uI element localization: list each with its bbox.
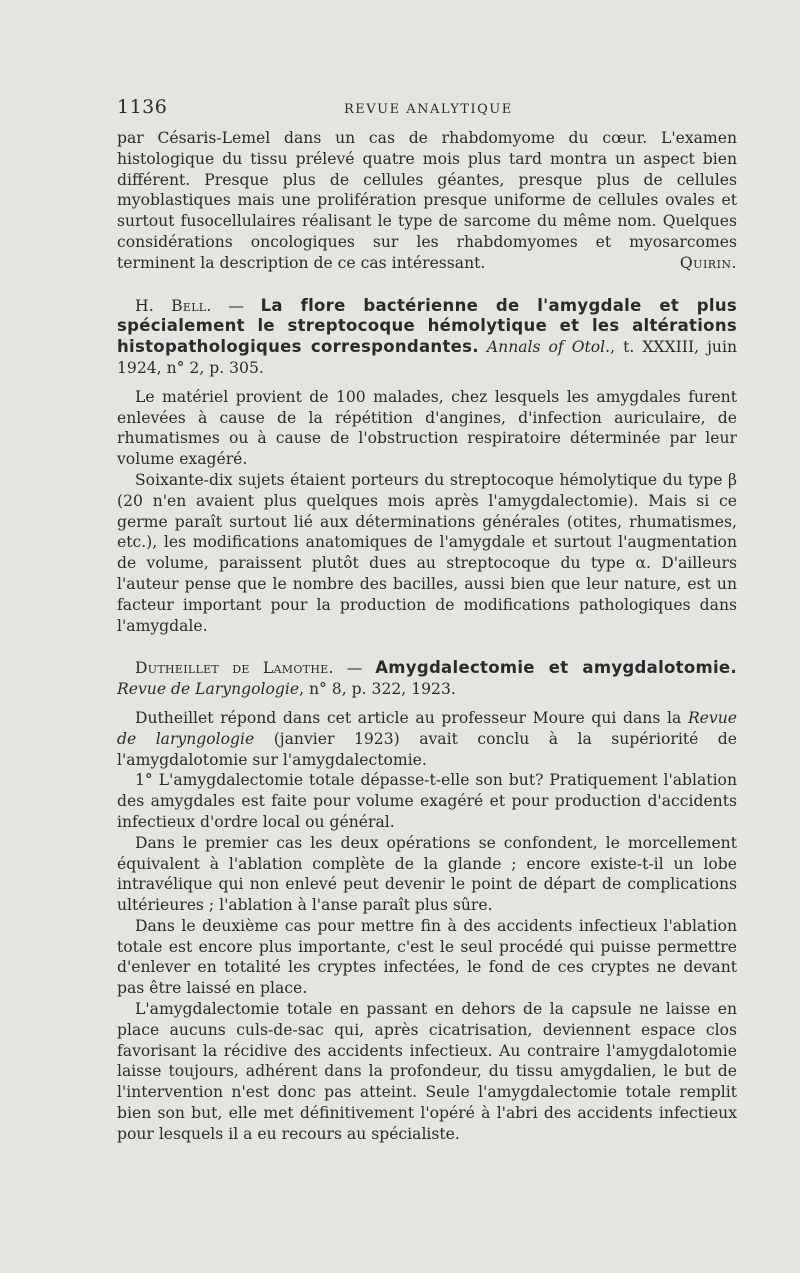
review-paragraph: Le matériel provient de 100 malades, chez lesquels les amygdales furent enlevées à cause de la répétition d'angines, d'infection auriculaire, de rhumatismes ou à cause de l'obstruction respiratoire déterminée par leur volume exagéré. (117, 387, 737, 469)
article-author: Dutheillet de Lamothe. (135, 659, 334, 678)
journal-name: Revue de Laryngologie (117, 680, 300, 699)
review-paragraph: Dans le deuxième cas pour mettre fin à des accidents infectieux l'ablation totale est encore plus importante, c'est le seul procédé qui puisse permettre d'enlever en totalité les cryptes infectées, le fond de ces cryptes ne devant pas être laissé en place. (117, 916, 737, 998)
review-paragraph: L'amygdalectomie totale en passant en dehors de la capsule ne laisse en place aucuns culs-de-sac qui, après cicatrisation, deviennent espace clos favorisant la récidive des accidents infectieux. Au contraire l'amygdalotomie laisse toujours, adhérent dans la profondeur, du tissu amygdalien, le but de l'intervention n'est donc pas atteint. Seule l'amygdalectomie totale remplit bien son but, elle met définitivement l'opéré à l'abri des accidents infectieux pour lesquels il a eu recours au spécialiste. (117, 1000, 737, 1143)
journal-name: Annals of Otol. (486, 338, 611, 357)
page-header (117, 96, 737, 126)
review-paragraph: 1° L'amygdalectomie totale dépasse-t-elle son but? Pratiquement l'ablation des amygdales est faite pour volume exagéré et pour production d'accidents infectieux d'ordre local ou général. (117, 771, 737, 831)
journal-name: Revue de laryngologie (117, 708, 737, 748)
reviewer-signature: Quirin. (679, 253, 737, 272)
article-reference (117, 296, 737, 379)
review-paragraph (117, 708, 737, 770)
review-paragraph: Dans le premier cas les deux opérations se confondent, le morcellement équivalent à l'ablation complète de la glande ; encore existe-t-il un lobe intravélique qui non enlevé peut devenir le point de départ de complications ultérieures ; l'ablation à l'anse paraît plus sûre. (117, 833, 737, 915)
reference-dash: — (333, 659, 376, 678)
page-body (117, 128, 737, 1145)
article-title: La flore bactérienne de l'amygdale et plus spécialement le streptocoque hémolytique et les altérations histopathologiques correspondantes. (117, 295, 737, 357)
page-number: 1136 (117, 96, 168, 118)
running-title: REVUE ANALYTIQUE (344, 102, 513, 117)
review-paragraph: par Césaris-Lemel dans un cas de rhabdomyome du cœur. L'examen histologique du tissu prélevé quatre mois plus tard montra un aspect bien différent. Presque plus de cellules géantes, presque plus de cellules myoblastiques mais une prolifération presque uniforme de cellules ovales et surtout fusocellulaires réalisant le type de sarcome du même nom. Quelques considérations oncologiques sur les rhabdomyomes et myosarcomes terminent la description de ce cas intéressant. (117, 129, 737, 272)
article-title: Amygdalectomie et amygdalotomie. (375, 658, 737, 678)
article-author: H. Bell. (135, 296, 212, 315)
review-paragraph: Soixante-dix sujets étaient porteurs du streptocoque hémolytique du type β (20 n'en avaient plus quelques mois après l'amygdalectomie). Mais si ce germe paraît surtout lié aux déterminations générales (otites, rhumatismes, etc.), les modifications anatomiques de l'amygdale et surtout l'augmentation de volume, paraissent plutôt dues au streptocoque du type α. D'ailleurs l'auteur pense que le nombre des bacilles, aussi bien que leur nature, est un facteur important pour la production de modifications pathologiques dans l'amygdale. (117, 470, 737, 635)
citation-details: , n° 8, p. 322, 1923. (299, 680, 456, 699)
intro-text: (janvier 1923) avait conclu à la supériorité de l'amygdalotomie sur l'amygdalectomie. (117, 729, 738, 769)
citation-details: , t. XXXIII, juin 1924, n° 2, p. 305. (117, 338, 737, 377)
article-reference (117, 658, 737, 700)
reference-dash: — (211, 296, 261, 315)
intro-text: Dutheillet répond dans cet article au professeur Moure qui dans la (135, 708, 688, 727)
